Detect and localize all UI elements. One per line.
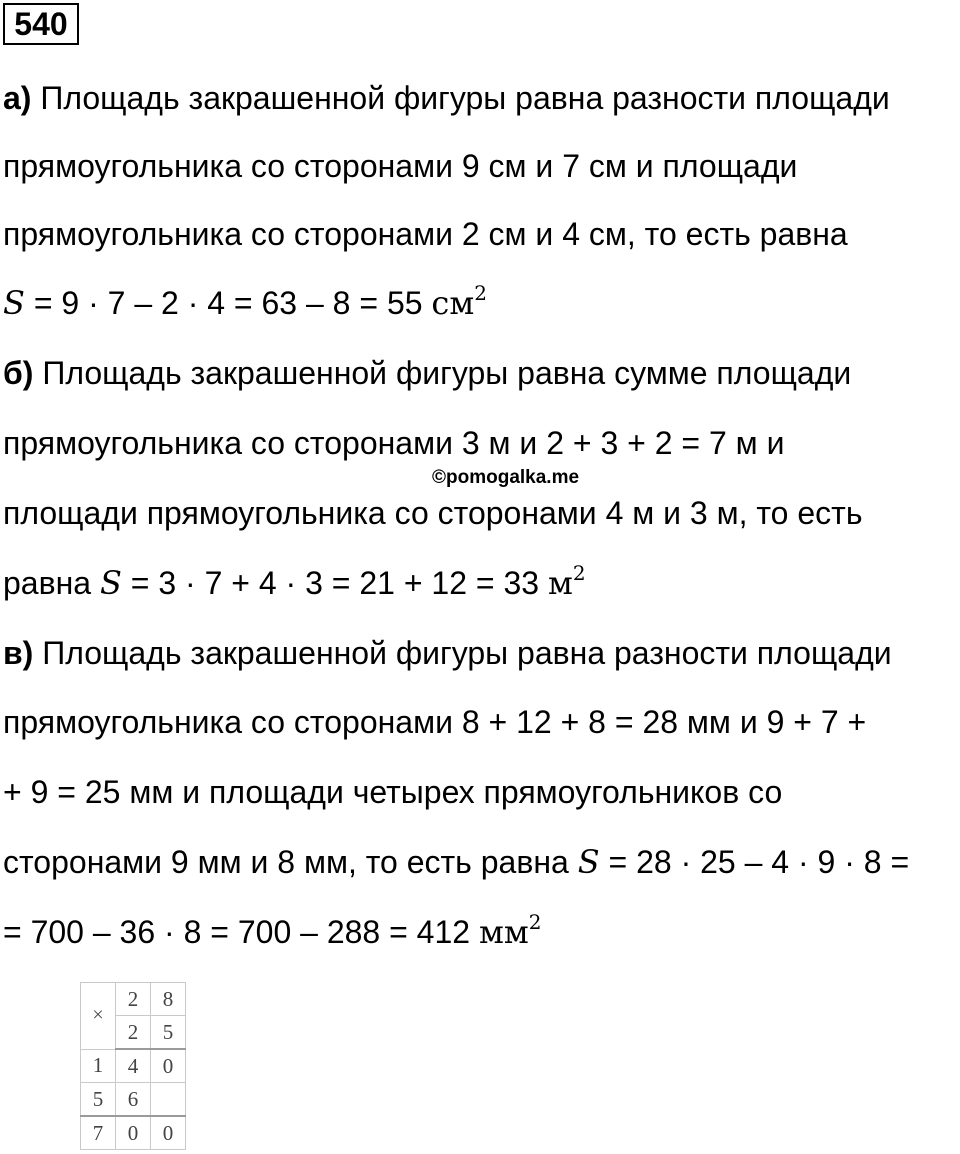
- digit-cell: 1: [81, 1049, 116, 1083]
- digit-cell: 5: [81, 1083, 116, 1117]
- digit-cell: 5: [151, 1016, 186, 1050]
- task-number: 540: [3, 3, 79, 45]
- formula-line-a: S = 9 · 7 – 2 · 4 = 63 – 8 = 55 $см^2$: [3, 281, 487, 322]
- digit-cell: 7: [81, 1116, 116, 1150]
- part-b-label: б): [3, 355, 34, 391]
- text-line-12: сторонами 9 мм и 8 мм, то есть равна S = 28 · 25 – 4 · 9 · 8 =: [3, 843, 910, 881]
- text-line-2: прямоугольника со сторонами 9 см и 7 см и площади: [3, 148, 798, 184]
- multiply-sign: ×: [81, 983, 116, 1050]
- multiplicand-row: [81, 983, 186, 1016]
- digit-cell: 4: [116, 1049, 151, 1083]
- digit-cell: 0: [116, 1116, 151, 1150]
- area-variable: S: [99, 564, 122, 602]
- digit-cell: 0: [151, 1049, 186, 1083]
- text-line-7: площади прямоугольника со сторонами 4 м и 3 м, то есть: [3, 495, 863, 531]
- digit-cell: 0: [151, 1116, 186, 1150]
- digit-cell: [151, 1083, 186, 1117]
- watermark: ©pomogalka.me: [432, 467, 580, 488]
- formula-line-c: = 700 – 36 · 8 = 700 – 288 = 412 $мм^2$: [3, 910, 542, 951]
- partial-product-row: [81, 1083, 186, 1117]
- text-line-6: прямоугольника со сторонами 3 м и 2 + 3 + 2 = 7 м и: [3, 425, 785, 461]
- text-line-1: а) Площадь закрашенной фигуры равна разности площади: [3, 80, 890, 116]
- digit-cell: 2: [116, 1016, 151, 1050]
- exponent: 2: [572, 561, 586, 585]
- partial-product-row: [81, 1049, 186, 1083]
- unit: м: [547, 564, 573, 602]
- column-multiplication: [80, 982, 186, 1150]
- exponent: 2: [474, 281, 487, 305]
- part-a-label: а): [3, 80, 32, 116]
- exponent: 2: [528, 910, 542, 934]
- text-line-5: б) Площадь закрашенной фигуры равна сумме площади: [3, 355, 852, 391]
- text-line-11: + 9 = 25 мм и площади четырех прямоугольников со: [3, 774, 783, 810]
- unit: см: [431, 284, 475, 322]
- unit: мм: [478, 913, 529, 951]
- digit-cell: 6: [116, 1083, 151, 1117]
- text-line-9: в) Площадь закрашенной фигуры равна разности площади: [3, 635, 892, 671]
- digit-cell: 8: [151, 983, 186, 1016]
- area-variable: S: [3, 284, 25, 322]
- area-variable: S: [577, 843, 600, 881]
- text-line-10: прямоугольника со сторонами 8 + 12 + 8 = 28 мм и 9 + 7 +: [3, 704, 867, 740]
- part-c-label: в): [3, 635, 34, 671]
- digit-cell: 2: [116, 983, 151, 1016]
- product-row: [81, 1116, 186, 1150]
- text-line-3: прямоугольника со сторонами 2 см и 4 см, то есть равна: [3, 216, 848, 252]
- formula-line-b: равна S = 3 · 7 + 4 · 3 = 21 + 12 = 33 $м^2$: [3, 561, 586, 602]
